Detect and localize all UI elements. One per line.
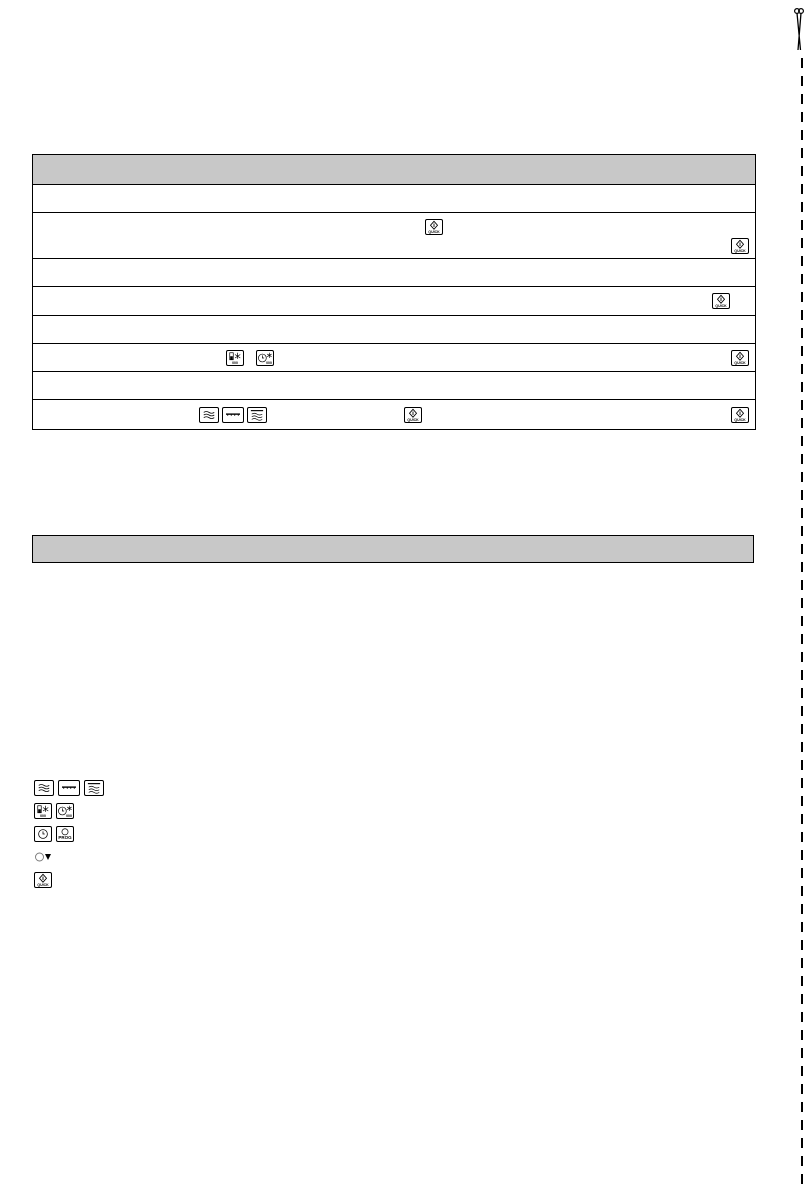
cut-line-dash [801, 328, 803, 338]
cut-line-dash [801, 598, 803, 608]
grill-icon[interactable] [222, 407, 244, 423]
cut-line-dash [801, 256, 803, 266]
cut-line-dash [801, 274, 803, 284]
table-row [33, 399, 755, 429]
cut-line-dash [801, 760, 803, 770]
cut-line-dash [801, 706, 803, 716]
table-row [33, 315, 755, 343]
cut-line-dash [801, 130, 803, 140]
table-row [33, 343, 755, 371]
cut-line-dash [801, 508, 803, 518]
table-header [33, 155, 755, 184]
cut-line-dash [801, 922, 803, 932]
cut-line-dash [801, 1030, 803, 1040]
weight-defrost-icon[interactable] [226, 350, 244, 366]
time-defrost-icon[interactable] [56, 803, 74, 819]
table-row [33, 184, 755, 212]
key-caption: 000 [266, 361, 272, 365]
second-table-header [32, 535, 754, 563]
cut-line-dash [801, 796, 803, 806]
key-caption: 000 [40, 814, 46, 818]
cut-line-dash [801, 418, 803, 428]
cut-line-dash [801, 1120, 803, 1130]
cut-line-dash [801, 976, 803, 986]
clock-icon[interactable] [34, 826, 52, 842]
cut-line-dash [801, 94, 803, 104]
cut-line-dash [801, 112, 803, 122]
scissors-icon [794, 6, 804, 52]
key-caption: QUICK [734, 361, 746, 365]
key-caption: QUICK [715, 304, 727, 308]
cut-line-dash [801, 166, 803, 176]
cut-line-dash [801, 850, 803, 860]
cut-line-dash [801, 310, 803, 320]
cut-line-dash [801, 292, 803, 302]
microwave-icon[interactable] [199, 407, 219, 423]
cut-line-dash [801, 454, 803, 464]
cut-line-dash [801, 58, 803, 68]
auto-program-icon[interactable] [56, 826, 74, 842]
quick-start-icon[interactable] [425, 219, 443, 235]
cut-line-dash [801, 994, 803, 1004]
key-caption: QUICK [734, 418, 746, 422]
cut-line-dash [801, 490, 803, 500]
cut-line-dash [801, 1138, 803, 1148]
cut-line-dash [801, 1012, 803, 1022]
cut-line-dash [801, 1174, 803, 1184]
cut-line-dash [801, 220, 803, 230]
quick-start-icon[interactable] [404, 407, 422, 423]
key-caption: QUICK [407, 418, 419, 422]
cut-line-dash [801, 886, 803, 896]
cut-line-dash [801, 580, 803, 590]
cut-line-dash [801, 382, 803, 392]
quick-start-icon[interactable] [731, 407, 749, 423]
cut-line-dash [801, 742, 803, 752]
cut-line-dash [801, 202, 803, 212]
cut-line-dash [801, 346, 803, 356]
cut-line-dash [801, 652, 803, 662]
cut-line-dash [801, 364, 803, 374]
weight-defrost-icon[interactable] [34, 803, 52, 819]
cut-line-dash [801, 832, 803, 842]
quick-start-icon[interactable] [731, 350, 749, 366]
cut-line-dash [801, 148, 803, 158]
cut-line-dash [801, 562, 803, 572]
cut-line-dash [801, 1066, 803, 1076]
key-caption: QUICK [428, 230, 440, 234]
cut-line-dash [801, 634, 803, 644]
table-row [33, 258, 755, 286]
table-row [33, 212, 755, 258]
key-caption: QUICK [37, 883, 49, 887]
cut-line-dash [801, 868, 803, 878]
cut-line-dash [801, 238, 803, 248]
time-defrost-icon[interactable] [256, 350, 274, 366]
dial-down-icon[interactable] [34, 849, 52, 865]
cut-line-dash [801, 184, 803, 194]
cut-line-dash [801, 778, 803, 788]
functions-table [32, 154, 756, 430]
cut-line-dash [801, 436, 803, 446]
table-row [33, 286, 755, 315]
cut-line-dash [801, 724, 803, 734]
key-caption: PROG [58, 835, 72, 840]
cut-line-dash [801, 1048, 803, 1058]
combi-icon[interactable] [84, 780, 104, 796]
quick-start-icon[interactable] [34, 872, 52, 888]
cut-line-dash [801, 814, 803, 824]
cut-line [799, 0, 805, 1179]
cut-line-dash [801, 670, 803, 680]
cut-line-dash [801, 940, 803, 950]
table-row [33, 371, 755, 399]
cut-line-dash [801, 544, 803, 554]
microwave-icon[interactable] [34, 780, 54, 796]
combi-icon[interactable] [247, 407, 267, 423]
cut-line-dash [801, 472, 803, 482]
quick-start-icon[interactable] [712, 293, 730, 309]
cut-line-dash [801, 688, 803, 698]
grill-icon[interactable] [58, 780, 80, 796]
cut-line-dash [801, 1084, 803, 1094]
quick-start-icon[interactable] [731, 238, 749, 254]
cut-line-dash [801, 1156, 803, 1166]
cut-line-dash [801, 526, 803, 536]
cut-line-dash [801, 76, 803, 86]
cut-line-dash [801, 958, 803, 968]
cut-line-dash [801, 616, 803, 626]
key-caption: 000 [232, 361, 238, 365]
cut-line-dash [801, 1102, 803, 1112]
key-caption: 000 [66, 814, 72, 818]
key-caption: QUICK [734, 249, 746, 253]
cut-line-dash [801, 904, 803, 914]
cut-line-dash [801, 400, 803, 410]
